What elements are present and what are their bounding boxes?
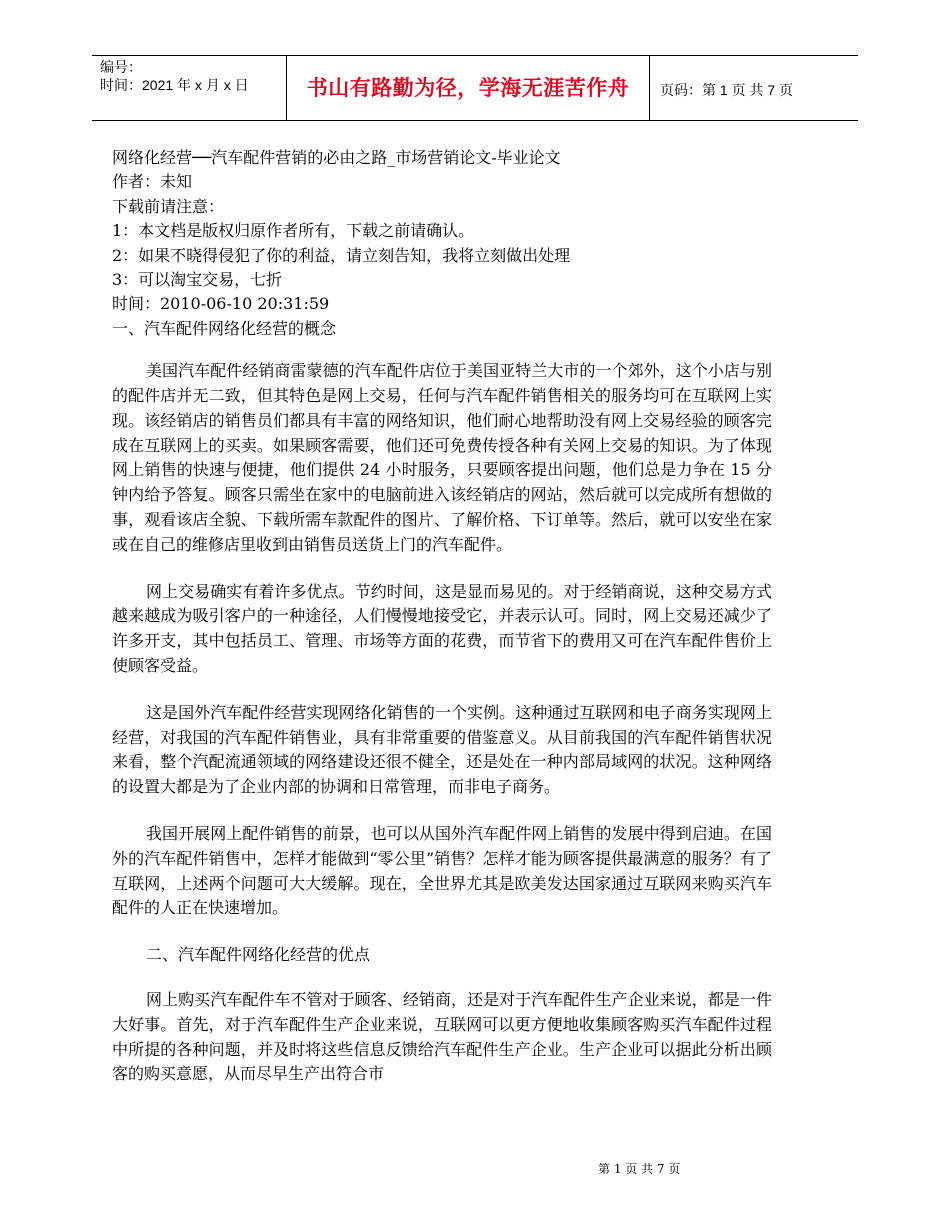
document-body (112, 146, 772, 1109)
notice-item: 1：本文档是版权归原作者所有，下载之前请确认。 (112, 221, 475, 241)
header-number-label: 编号： (100, 59, 142, 75)
body-paragraph: 美国汽车配件经销商雷蒙德的汽车配件店位于美国亚特兰大市的一个郊外，这个小店与别的配件店并无二致，但其特色是网上交易，任何与汽车配件销售相关的服务均可在互联网上实现。该经销店的销售员们都具有丰富的网络知识，他们耐心地帮助没有网上交易经验的顾客完成在互联网上的买卖。如果顾客需要，他们还可免费传授各种有关网上交易的知识。为了体现网上销售的快速与便捷，他们提供 24 小时服务，只要顾客提出问题，他们总是力争在 15 分钟内给予答复。顾客只需坐在家中的电脑前进入该经销店的网站，然后就可以完成所有想做的事，观看该店全貌、下载所需车款配件的图片、了解价格、下订单等。然后，就可以安坐在家或在自己的维修店里收到由销售员送货上门的汽车配件。 (112, 361, 772, 554)
header-motto: 书山有路勤为径，学海无涯苦作舟 (306, 76, 630, 100)
document-title: 网络化经营──汽车配件营销的必由之路_市场营销论文-毕业论文 (112, 148, 561, 167)
notice-item: 3：可以淘宝交易，七折 (112, 270, 283, 290)
notice-item: 2：如果不晓得侵犯了你的利益，请立刻告知，我将立刻做出处理 (112, 245, 571, 265)
body-paragraph: 我国开展网上配件销售的前景，也可以从国外汽车配件网上销售的发展中得到启迪。在国外的汽车配件销售中，怎样才能做到“零公里”销售？怎样才能为顾客提供最满意的服务？有了互联网，上述两个问题可大大缓解。现在，全世界尤其是欧美发达国家通过互联网来购买汽车配件的人正在快速增加。 (112, 824, 772, 918)
body-paragraph: 网上购买汽车配件车不管对于顾客、经销商，还是对于汽车配件生产企业来说，都是一件大好事。首先，对于汽车配件生产企业来说，互联网可以更方便地收集顾客购买汽车配件过程中所提的各种问题，并及时将这些信息反馈给汽车配件生产企业。生产企业可以据此分析出顾客的购买意愿，从而尽早生产出符合市 (112, 989, 772, 1084)
document-time: 时间：2010-06-10 20:31:59 (112, 294, 330, 314)
header-info (100, 58, 249, 94)
body-paragraph: 网上交易确实有着许多优点。节约时间，这是显而易见的。对于经销商说，这种交易方式越来越成为吸引客户的一种途径，人们慢慢地接受它，并表示认可。同时，网上交易还减少了许多开支，其中包括员工、管理、市场等方面的花费，而节省下的费用又可在汽车配件售价上使顾客受益。 (112, 581, 772, 676)
footer-page-number: 第 1 页 共 7 页 (598, 1162, 681, 1176)
section-heading-2: 二、汽车配件网络化经营的优点 (146, 945, 371, 965)
header-page-info: 页码：第 1 页 共 7 页 (660, 82, 794, 98)
section-heading-1: 一、汽车配件网络化经营的概念 (112, 318, 337, 338)
document-author: 作者：未知 (112, 172, 193, 192)
header-time-label: 时间：2021 年 x 月 x 日 (100, 77, 249, 93)
notice-title: 下载前请注意： (112, 196, 225, 216)
body-paragraph: 这是国外汽车配件经营实现网络化销售的一个实例。这种通过互联网和电子商务实现网上经营，对我国的汽车配件销售业，具有非常重要的借鉴意义。从目前我国的汽车配件销售状况来看，整个汽配流通领域的网络建设还很不健全，还是处在一种内部局域网的状况。这种网络的设置大都是为了企业内部的协调和日常管理，而非电子商务。 (112, 702, 772, 797)
